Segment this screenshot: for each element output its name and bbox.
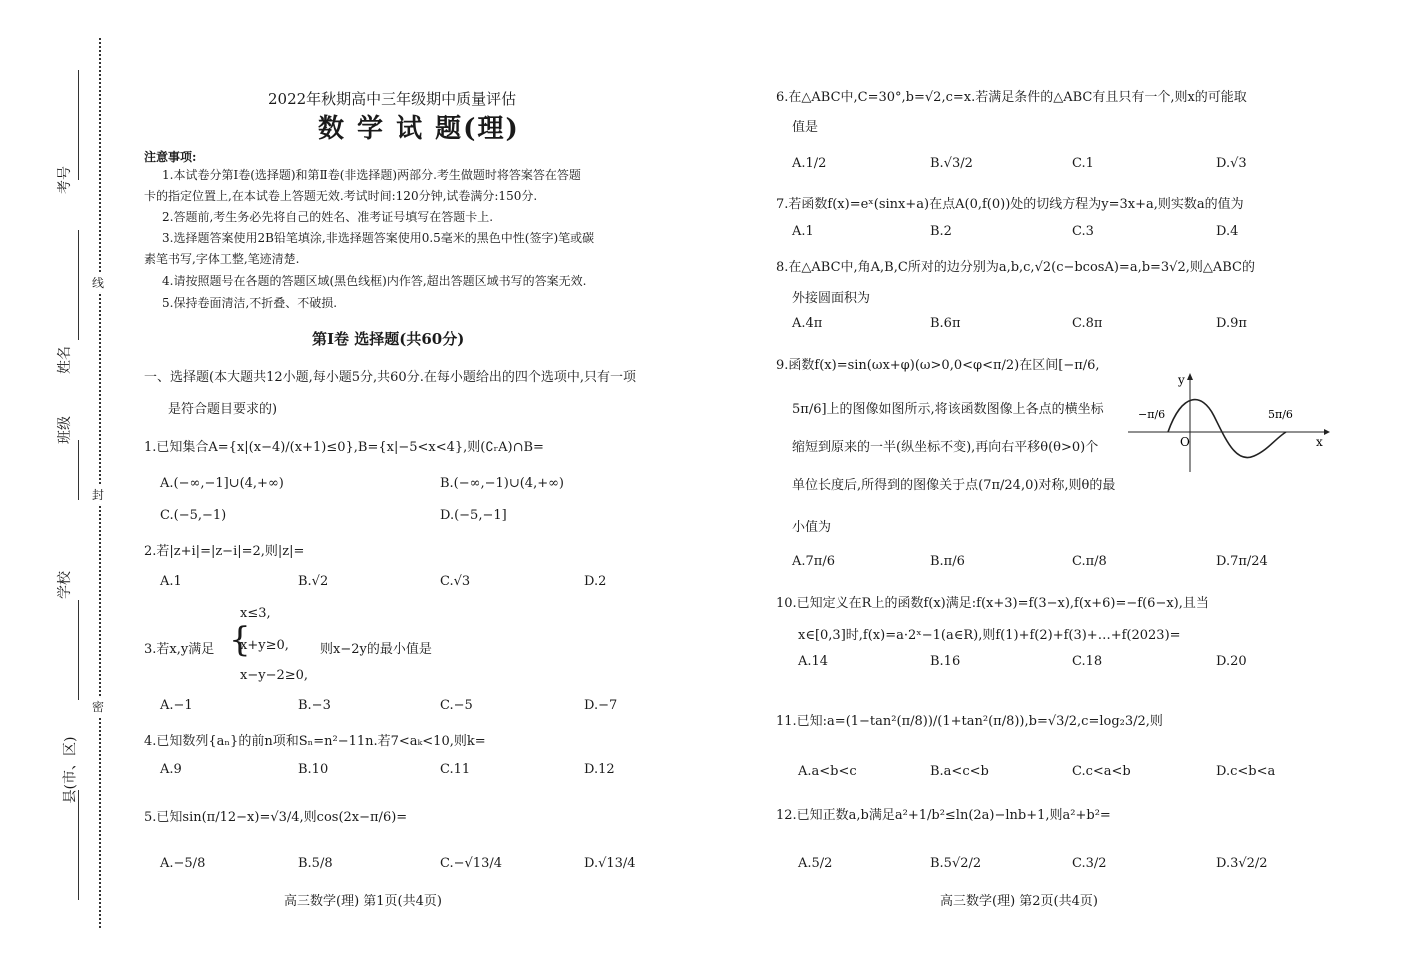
cut-mark-secret: 密 — [92, 696, 104, 717]
q2-option-a: A.1 — [160, 574, 182, 589]
q7-stem: 7.若函数f(x)=eˣ(sinx+a)在点A(0,f(0))处的切线方程为y=3x+a,则实数a的值为 — [776, 197, 1244, 212]
q7-option-d: D.4 — [1216, 224, 1239, 239]
q3-option-b: B.−3 — [298, 698, 331, 713]
q10-stem-cont: x∈[0,3]时,f(x)=a·2ˣ−1(a∈R),则f(1)+f(2)+f(3)+…+f(2023)= — [798, 628, 1181, 643]
q4-option-d: D.12 — [584, 762, 615, 777]
subject-title: 数 学 试 题(理) — [318, 114, 520, 144]
q1-option-a: A.(−∞,−1]∪(4,+∞) — [160, 476, 284, 491]
q2-option-c: C.√3 — [440, 574, 471, 589]
note-line: 4.请按照题号在各题的答题区域(黑色线框)内作答,超出答题区域书写的答案无效. — [162, 274, 587, 288]
name-underline — [78, 230, 79, 340]
q5-option-b: B.5/8 — [298, 856, 333, 871]
q1-stem: 1.已知集合A={x|(x−4)/(x+1)≤0},B={x|−5<x<4},则(∁ᵣA)∩B= — [144, 440, 544, 455]
class-underline — [78, 440, 79, 500]
class-label: 班级 — [57, 416, 73, 444]
q3-brace: { — [229, 620, 251, 660]
county-underline — [78, 790, 79, 900]
q6-option-d: D.√3 — [1216, 156, 1247, 171]
q6-stem-cont: 值是 — [792, 120, 819, 135]
q9-option-d: D.7π/24 — [1216, 554, 1268, 569]
q10-stem: 10.已知定义在R上的函数f(x)满足:f(x+3)=f(3−x),f(x+6)=−f(6−x),且当 — [776, 596, 1209, 611]
page2-footer: 高三数学(理) 第2页(共4页) — [940, 894, 1098, 909]
q3-stem-suffix: 则x−2y的最小值是 — [320, 642, 432, 657]
q3-condition: x≤3, — [240, 606, 271, 621]
q9-stem-cont: 小值为 — [792, 520, 832, 535]
q11-option-a: A.a<b<c — [798, 764, 857, 779]
section-intro: 一、选择题(本大题共12小题,每小题5分,共60分.在每小题给出的四个选项中,只有一项 — [144, 370, 636, 385]
q9-option-c: C.π/8 — [1072, 554, 1107, 569]
q3-option-c: C.−5 — [440, 698, 473, 713]
graph-origin-label: O — [1180, 435, 1190, 449]
q1-option-d: D.(−5,−1] — [440, 508, 507, 523]
exam-number-underline — [78, 70, 79, 180]
q3-option-d: D.−7 — [584, 698, 618, 713]
q12-option-c: C.3/2 — [1072, 856, 1107, 871]
q3-option-a: A.−1 — [160, 698, 193, 713]
q9-stem-cont: 5π/6]上的图像如图所示,将该函数图像上各点的横坐标 — [792, 402, 1104, 417]
q12-option-d: D.3√2/2 — [1216, 856, 1268, 871]
q4-stem: 4.已知数列{aₙ}的前n项和Sₙ=n²−11n.若7<aₖ<10,则k= — [144, 734, 486, 749]
q10-option-b: B.16 — [930, 654, 961, 669]
q3-condition: x−y−2≥0, — [240, 668, 309, 683]
q9-sine-graph — [1118, 368, 1330, 476]
q8-option-a: A.4π — [792, 316, 823, 331]
note-line: 5.保持卷面清洁,不折叠、不破损. — [162, 296, 338, 310]
q4-option-c: C.11 — [440, 762, 471, 777]
x-axis-arrow — [1324, 429, 1330, 435]
q8-stem: 8.在△ABC中,角A,B,C所对的边分别为a,b,c,√2(c−bcosA)=a,b=3√2,则△ABC的 — [776, 260, 1256, 275]
section-title: 第Ⅰ卷 选择题(共60分) — [312, 330, 465, 348]
q6-option-a: A.1/2 — [792, 156, 827, 171]
q7-option-a: A.1 — [792, 224, 814, 239]
q11-stem: 11.已知:a=(1−tan²(π/8))/(1+tan²(π/8)),b=√3/2,c=log₂3/2,则 — [776, 714, 1163, 729]
q8-option-c: C.8π — [1072, 316, 1103, 331]
page1-footer: 高三数学(理) 第1页(共4页) — [284, 894, 442, 909]
q1-option-c: C.(−5,−1) — [160, 508, 227, 523]
y-axis-arrow — [1187, 373, 1193, 380]
graph-left-tick: −π/6 — [1138, 408, 1166, 421]
q2-option-d: D.2 — [584, 574, 607, 589]
q5-option-a: A.−5/8 — [160, 856, 206, 871]
cut-mark-line: 线 — [92, 272, 104, 293]
q3-stem-prefix: 3.若x,y满足 — [144, 642, 215, 657]
q9-stem-cont: 单位长度后,所得到的图像关于点(7π/24,0)对称,则θ的最 — [792, 478, 1116, 493]
name-label: 姓名 — [57, 346, 73, 374]
binding-dotted-line — [99, 38, 101, 928]
notes-heading: 注意事项: — [144, 150, 197, 164]
q5-option-c: C.−√13/4 — [440, 856, 502, 871]
q5-stem: 5.已知sin(π/12−x)=√3/4,则cos(2x−π/6)= — [144, 810, 408, 825]
q3-condition: x+y≥0, — [240, 638, 289, 653]
school-underline — [78, 600, 79, 700]
school-label: 学校 — [57, 571, 73, 599]
q2-option-b: B.√2 — [298, 574, 329, 589]
q10-option-a: A.14 — [798, 654, 829, 669]
q6-option-c: C.1 — [1072, 156, 1094, 171]
q2-stem: 2.若|z+i|=|z−i|=2,则|z|= — [144, 544, 305, 559]
q9-stem: 9.函数f(x)=sin(ωx+φ)(ω>0,0<φ<π/2)在区间[−π/6, — [776, 358, 1100, 373]
q8-stem-cont: 外接圆面积为 — [792, 291, 871, 306]
q5-option-d: D.√13/4 — [584, 856, 636, 871]
q7-option-b: B.2 — [930, 224, 952, 239]
q11-option-c: C.c<a<b — [1072, 764, 1131, 779]
q4-option-b: B.10 — [298, 762, 329, 777]
cut-mark-seal: 封 — [92, 484, 104, 505]
note-line: 2.答题前,考生务必先将自己的姓名、准考证号填写在答题卡上. — [162, 210, 494, 224]
graph-x-label: x — [1316, 435, 1323, 449]
q11-option-b: B.a<c<b — [930, 764, 989, 779]
q8-option-b: B.6π — [930, 316, 961, 331]
q6-stem: 6.在△ABC中,C=30°,b=√2,c=x.若满足条件的△ABC有且只有一个,则x的可能取 — [776, 90, 1247, 105]
section-intro: 是符合题目要求的) — [168, 402, 278, 417]
q4-option-a: A.9 — [160, 762, 182, 777]
note-line: 1.本试卷分第Ⅰ卷(选择题)和第Ⅱ卷(非选择题)两部分.考生做题时将答案答在答题 — [162, 168, 581, 182]
exam-number-label: 考号 — [57, 166, 73, 194]
q9-option-a: A.7π/6 — [792, 554, 835, 569]
county-label: 县(市、区) — [62, 736, 79, 804]
graph-right-tick: 5π/6 — [1268, 408, 1293, 421]
note-line: 卡的指定位置上,在本试卷上答题无效.考试时间:120分钟,试卷满分:150分. — [144, 189, 538, 203]
exam-title: 2022年秋期高中三年级期中质量评估 — [268, 90, 517, 108]
q12-stem: 12.已知正数a,b满足a²+1/b²≤ln(2a)−lnb+1,则a²+b²= — [776, 808, 1111, 823]
q12-option-a: A.5/2 — [798, 856, 833, 871]
q12-option-b: B.5√2/2 — [930, 856, 982, 871]
q9-option-b: B.π/6 — [930, 554, 965, 569]
note-line: 素笔书写,字体工整,笔迹清楚. — [144, 252, 300, 266]
q6-option-b: B.√3/2 — [930, 156, 973, 171]
q8-option-d: D.9π — [1216, 316, 1247, 331]
q1-option-b: B.(−∞,−1)∪(4,+∞) — [440, 476, 565, 491]
graph-y-label: y — [1178, 373, 1185, 387]
q10-option-d: D.20 — [1216, 654, 1247, 669]
q11-option-d: D.c<b<a — [1216, 764, 1276, 779]
q7-option-c: C.3 — [1072, 224, 1094, 239]
q10-option-c: C.18 — [1072, 654, 1103, 669]
q9-stem-cont: 缩短到原来的一半(纵坐标不变),再向右平移θ(θ>0)个 — [792, 440, 1099, 455]
note-line: 3.选择题答案使用2B铅笔填涂,非选择题答案使用0.5毫米的黑色中性(签字)笔或碳 — [162, 231, 595, 245]
